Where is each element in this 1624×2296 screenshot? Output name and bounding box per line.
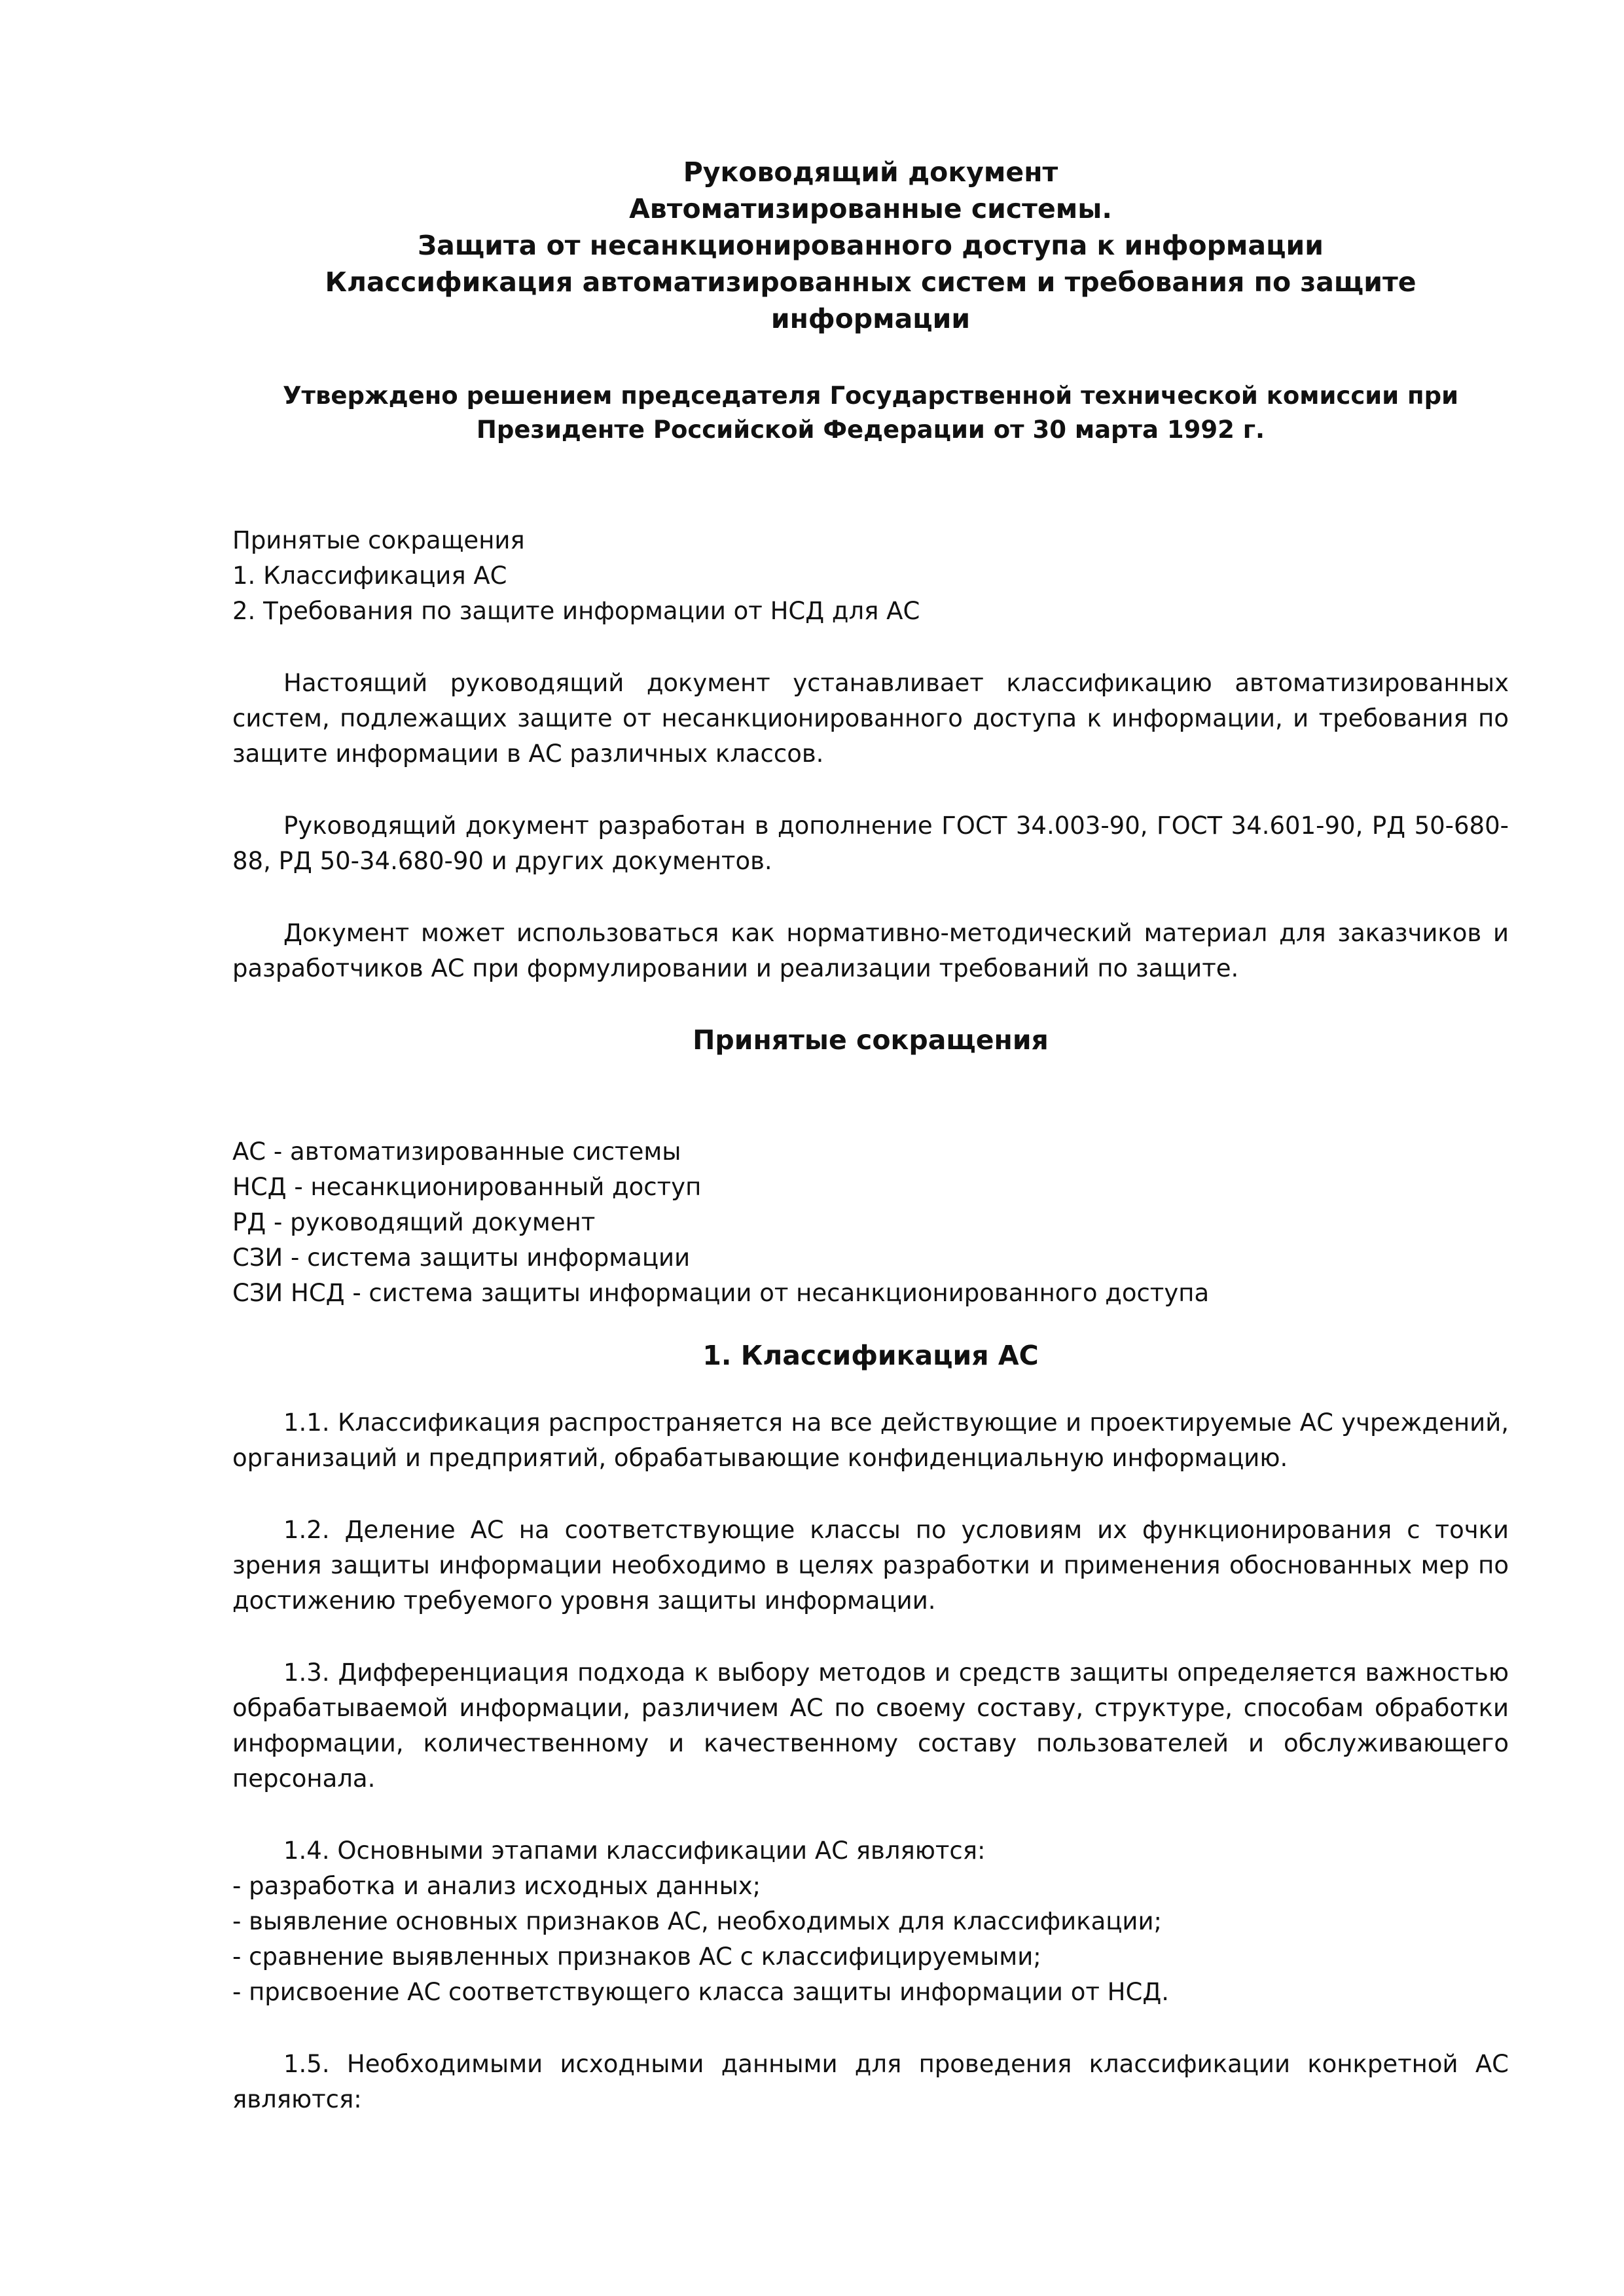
title-line: Автоматизированные системы. (629, 193, 1112, 224)
abbreviation-item: СЗИ НСД - система защиты информации от несанкционированного доступа (232, 1279, 1210, 1307)
section1-paragraph: 1.1. Классификация распространяется на все действующие и проектируемые АС учреждений, организаций и предприятий, обрабатывающие конфиденциальную информацию. (232, 1408, 1509, 1472)
abbreviations-list (232, 1134, 1509, 1311)
title-line: Классификация автоматизированных систем и требования по защите (325, 266, 1416, 298)
stage-item: - сравнение выявленных признаков АС с классифицируемыми; (232, 1943, 1041, 1971)
table-of-contents (232, 523, 1509, 629)
section1-paragraph: 1.3. Дифференциация подхода к выбору методов и средств защиты определяется важностью обрабатываемой информации, различием АС по своему составу, структуре, способам обработки информации, количественному и качественному составу пользователей и обслуживающего персонала. (232, 1659, 1509, 1793)
abbreviation-item: РД - руководящий документ (232, 1208, 596, 1236)
toc-item: 2. Требования по защите информации от НСД для АС (232, 597, 920, 625)
stage-item: - разработка и анализ исходных данных; (232, 1872, 761, 1900)
section1-heading: 1. Классификация АС (702, 1340, 1039, 1371)
toc-item: Принятые сокращения (232, 526, 525, 554)
section1-paragraph-1-5: 1.5. Необходимыми исходными данными для проведения классификации конкретной АС являются: (232, 2050, 1509, 2113)
document-body (232, 154, 1509, 2117)
classification-stages (232, 1833, 1509, 2010)
document-title (232, 154, 1509, 337)
stages-intro: 1.4. Основными этапами классификации АС являются: (283, 1837, 986, 1865)
title-line: Защита от несанкционированного доступа к информации (418, 230, 1324, 261)
abbreviation-item: АС - автоматизированные системы (232, 1138, 681, 1166)
approval-line: Утверждено решением председателя Государственной технической комиссии при (282, 382, 1459, 410)
approval-note (232, 379, 1509, 447)
abbreviations-heading: Принятые сокращения (693, 1024, 1049, 1056)
title-line: Руководящий документ (683, 156, 1058, 188)
approval-line: Президенте Российской Федерации от 30 марта 1992 г. (476, 416, 1265, 444)
stage-item: - выявление основных признаков АС, необходимых для классификации; (232, 1907, 1162, 1935)
intro-paragraph: Документ может использоваться как нормативно-методический материал для заказчиков и разработчиков АС при формулировании и реализации требований по защите. (232, 919, 1509, 982)
stage-item: - присвоение АС соответствующего класса защиты информации от НСД. (232, 1978, 1170, 2006)
title-line: информации (770, 303, 971, 334)
toc-item: 1. Классификация АС (232, 562, 507, 590)
section1-body (232, 1405, 1509, 1797)
abbreviation-item: СЗИ - система защиты информации (232, 1244, 691, 1272)
intro-paragraph: Настоящий руководящий документ устанавливает классификацию автоматизированных систем, подлежащих защите от несанкционированного доступа к информации, и требования по защите информации в АС различных классов. (232, 669, 1509, 768)
abbreviation-item: НСД - несанкционированный доступ (232, 1173, 702, 1201)
section1-paragraph: 1.2. Деление АС на соответствующие классы по условиям их функционирования с точки зрения защиты информации необходимо в целях разработки и применения обоснованных мер по достижению требуемого уровня защиты информации. (232, 1516, 1509, 1615)
intro-paragraph: Руководящий документ разработан в дополнение ГОСТ 34.003-90, ГОСТ 34.601-90, РД 50-680-88, РД 50-34.680-90 и других документов. (232, 812, 1509, 875)
